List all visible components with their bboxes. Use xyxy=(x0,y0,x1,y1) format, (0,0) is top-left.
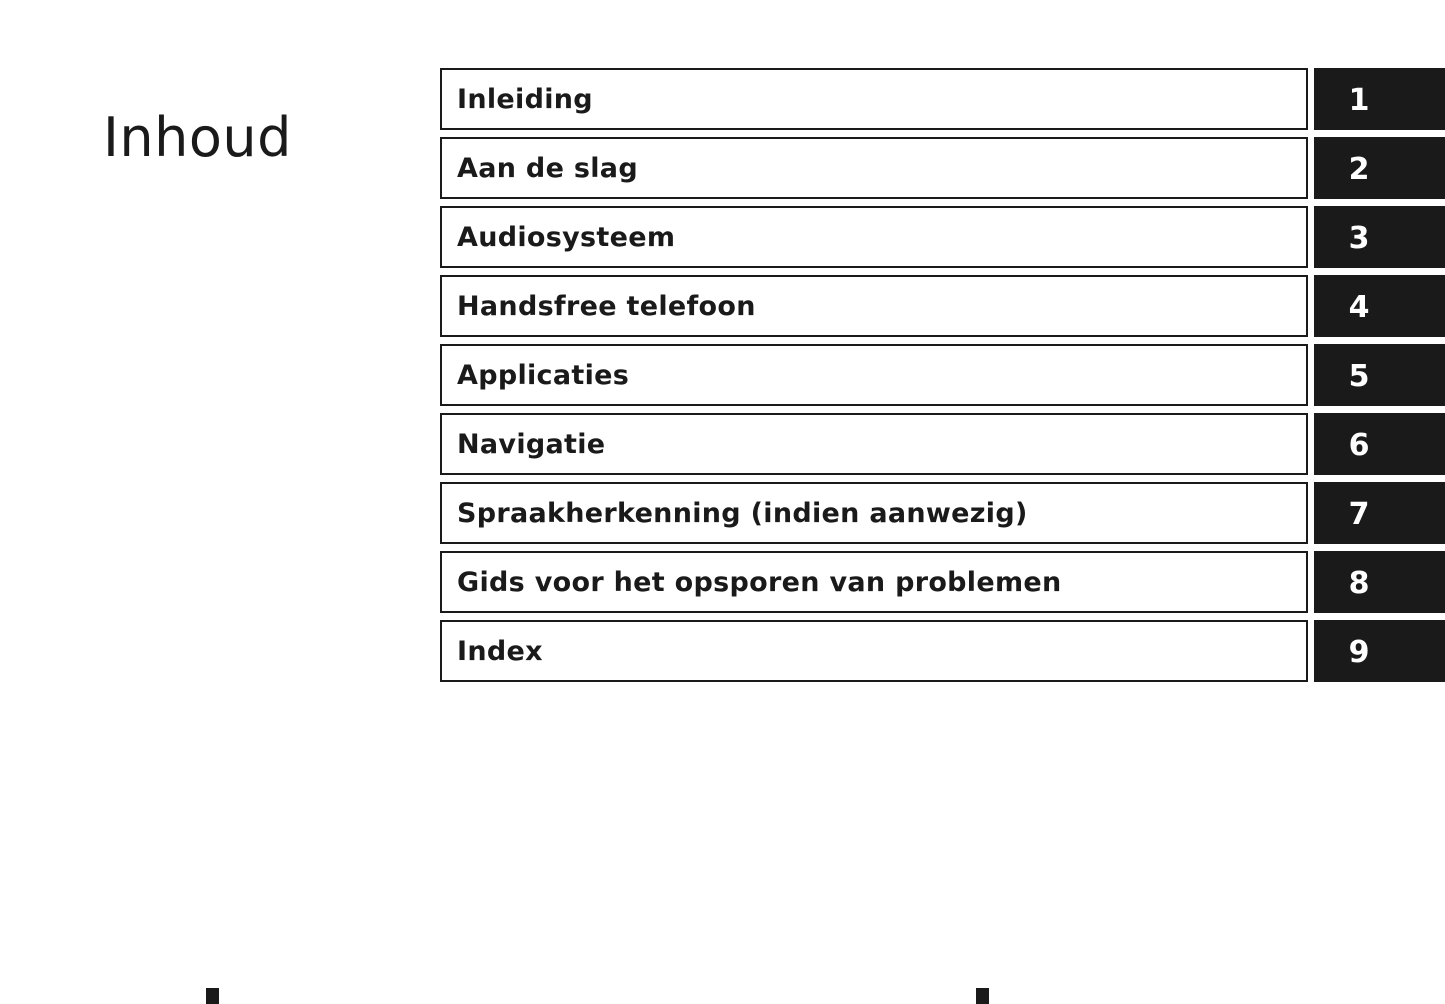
toc-item-label: Navigatie xyxy=(457,428,606,460)
toc-item-label: Index xyxy=(457,635,543,667)
toc-item-box[interactable] xyxy=(440,206,1308,268)
toc-item-audiosysteem[interactable] xyxy=(440,206,1445,269)
toc-item-label: Handsfree telefoon xyxy=(457,290,756,322)
toc-item-label: Applicaties xyxy=(457,359,630,391)
chapter-tab[interactable] xyxy=(1314,620,1445,682)
toc-item-handsfree-telefoon[interactable] xyxy=(440,275,1445,338)
chapter-number: 7 xyxy=(1348,497,1370,532)
chapter-number: 3 xyxy=(1348,221,1370,256)
decorative-mark-left xyxy=(206,988,219,1004)
toc-item-label: Gids voor het opsporen van problemen xyxy=(457,566,1062,598)
toc-item-applicaties[interactable] xyxy=(440,344,1445,407)
toc-item-label: Audiosysteem xyxy=(457,221,676,253)
toc-item-aan-de-slag[interactable] xyxy=(440,137,1445,200)
toc-item-box[interactable] xyxy=(440,344,1308,406)
toc-item-box[interactable] xyxy=(440,137,1308,199)
chapter-number: 1 xyxy=(1348,83,1370,118)
chapter-tab[interactable] xyxy=(1314,413,1445,475)
toc-item-spraakherkenning[interactable] xyxy=(440,482,1445,545)
chapter-tab[interactable] xyxy=(1314,344,1445,406)
toc-item-inleiding[interactable] xyxy=(440,68,1445,131)
page-title: Inhoud xyxy=(103,106,292,170)
toc-item-box[interactable] xyxy=(440,68,1308,130)
chapter-tab[interactable] xyxy=(1314,275,1445,337)
toc-item-box[interactable] xyxy=(440,482,1308,544)
chapter-number: 6 xyxy=(1348,428,1370,463)
decorative-mark-right xyxy=(976,988,989,1004)
chapter-number: 9 xyxy=(1348,635,1370,670)
toc-item-index[interactable] xyxy=(440,620,1445,683)
chapter-number: 8 xyxy=(1348,566,1370,601)
toc-item-box[interactable] xyxy=(440,275,1308,337)
toc-item-navigatie[interactable] xyxy=(440,413,1445,476)
toc-item-box[interactable] xyxy=(440,620,1308,682)
chapter-tab[interactable] xyxy=(1314,206,1445,268)
chapter-number: 4 xyxy=(1348,290,1370,325)
toc-item-label: Spraakherkenning (indien aanwezig) xyxy=(457,497,1028,529)
toc-item-box[interactable] xyxy=(440,551,1308,613)
chapter-tab[interactable] xyxy=(1314,68,1445,130)
toc-item-gids-problemen[interactable] xyxy=(440,551,1445,614)
chapter-number: 5 xyxy=(1348,359,1370,394)
table-of-contents xyxy=(440,68,1445,689)
chapter-number: 2 xyxy=(1348,152,1370,187)
chapter-tab[interactable] xyxy=(1314,551,1445,613)
chapter-tab[interactable] xyxy=(1314,482,1445,544)
chapter-tab[interactable] xyxy=(1314,137,1445,199)
toc-item-label: Inleiding xyxy=(457,83,593,115)
toc-item-box[interactable] xyxy=(440,413,1308,475)
toc-item-label: Aan de slag xyxy=(457,152,638,184)
